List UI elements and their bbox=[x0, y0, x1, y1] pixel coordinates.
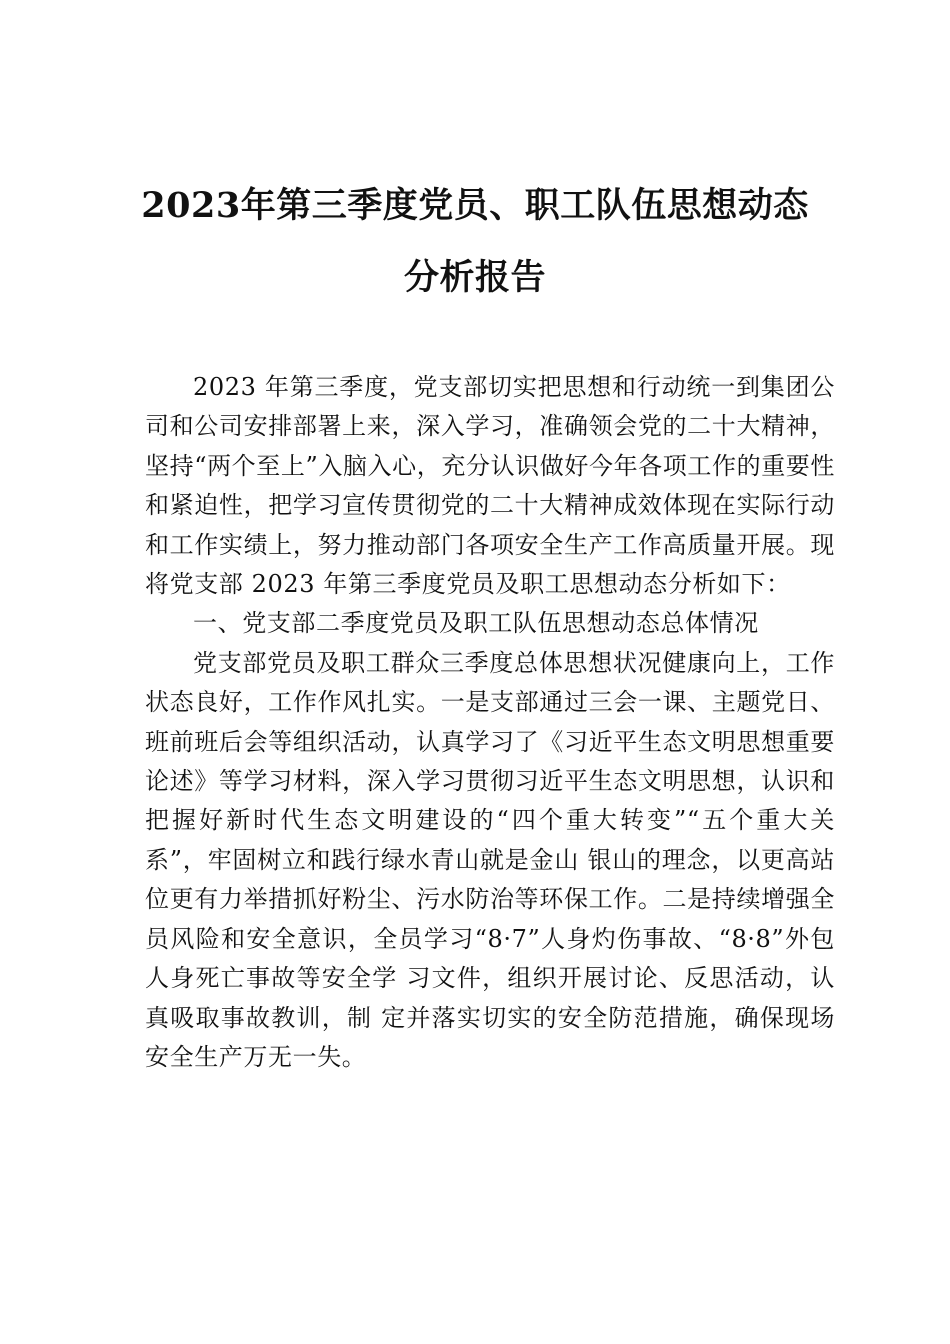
document-body bbox=[145, 368, 835, 1077]
document-title-line-1: 2023年第三季度党员、职工队伍思想动态 bbox=[141, 185, 809, 226]
section-paragraph: 党支部党员及职工群众三季度总体思想状况健康向上，工作状态良好，工作作风扎实。一是支部通过三会一课、主题党日、班前班后会等组织活动，认真学习了《习近平生态文明思想重要论述》等学习材料，深入学习贯彻习近平生态文明思想，认识和把握好新时代生态文明建设的“四个重大转变”“五个重大关系”，牢固树立和践行绿水青山就是金山 银山的理念，以更高站位更有力举措抓好粉尘、污水防治等环保工作。二是持续增强全员风险和安全意识，全员学习“8·7”人身灼伤事故、“8·8”外包人身死亡事故等安全学 习文件，组织开展讨论、反思活动，认真吸取事故教训，制 定并落实切实的安全防范措施，确保现场安全生产万无一失。 bbox=[145, 648, 835, 1071]
document-title-line-2: 分析报告 bbox=[403, 257, 546, 298]
section-heading: 一、党支部二季度党员及职工队伍思想动态总体情况 bbox=[193, 609, 759, 638]
intro-paragraph: 2023 年第三季度，党支部切实把思想和行动统一到集团公司和公司安排部署上来，深入学习，准确领会党的二十大精神，坚持“两个至上”入脑入心，充分认识做好今年各项工作的重要性和紧迫性，把学习宣传贯彻党的二十大精神成效体现在实际行动和工作实绩上，努力推动部门各项安全生产工作高质量开展。现将党支部 2023 年第三季度党员及职工思想动态分析如下： bbox=[145, 373, 835, 599]
